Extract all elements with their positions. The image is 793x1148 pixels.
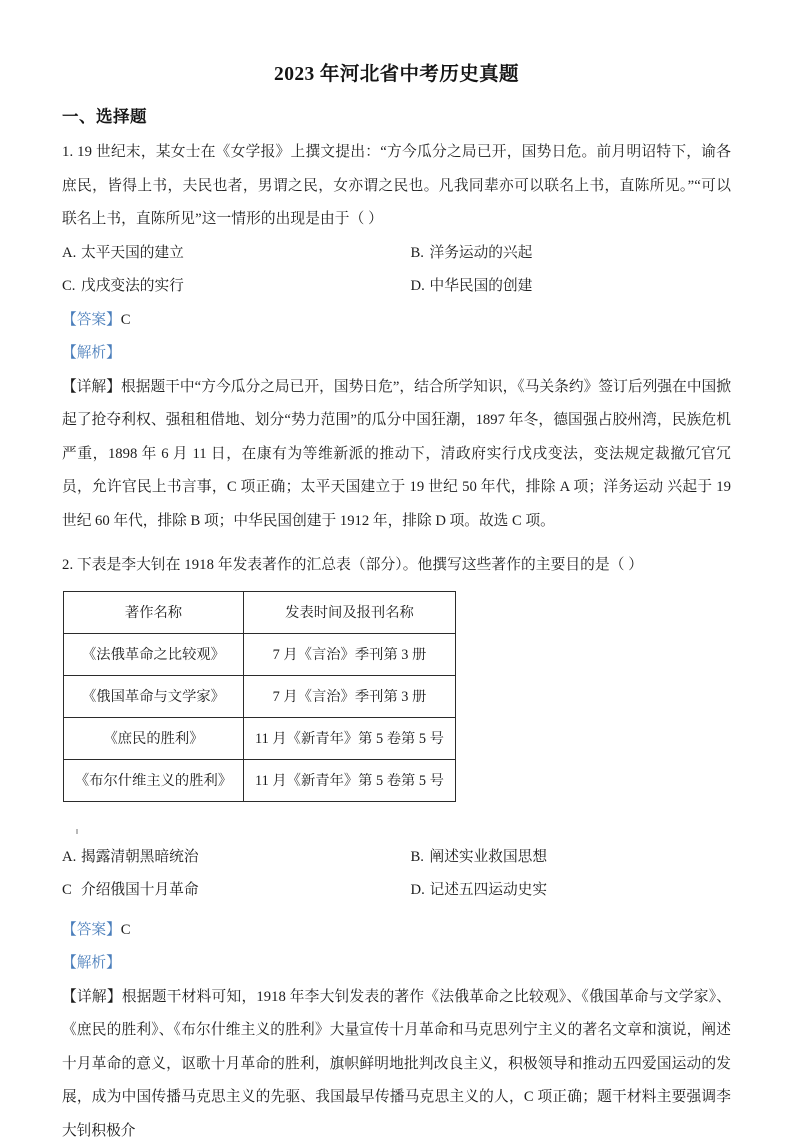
table-header-cell: 发表时间及报刊名称 xyxy=(244,591,456,633)
question-1-answer-line xyxy=(62,304,731,338)
table-row xyxy=(64,633,456,675)
question-2-option-b[interactable] xyxy=(397,841,732,875)
option-letter: D. xyxy=(410,882,425,899)
analysis-label: 【解析】 xyxy=(62,955,121,972)
section-heading: 一、选择题 xyxy=(62,107,147,127)
detail-label: 【详解】 xyxy=(62,988,122,1005)
table-cell-work-name: 《庶民的胜利》 xyxy=(64,717,244,759)
table-cell-publication: 7 月《言治》季刊第 3 册 xyxy=(244,633,456,675)
answer-label: 【答案】 xyxy=(62,921,121,938)
table-header-cell: 著作名称 xyxy=(64,591,244,633)
question-2 xyxy=(62,549,731,1148)
question-2-option-c[interactable] xyxy=(62,874,397,908)
table-row xyxy=(64,759,456,801)
option-text: 揭露清朝黑暗统治 xyxy=(81,848,199,865)
option-text: 太平天国的建立 xyxy=(81,244,184,261)
option-text: 中华民国的创建 xyxy=(429,278,533,295)
table-row xyxy=(64,717,456,759)
table-cell-work-name: 《布尔什维主义的胜利》 xyxy=(64,759,244,801)
option-letter: C. xyxy=(62,278,76,295)
question-2-analysis-line xyxy=(62,947,731,981)
option-letter: B. xyxy=(410,848,424,865)
option-letter: D. xyxy=(410,278,425,295)
answer-value: C xyxy=(120,311,131,328)
option-text: 戊戌变法的实行 xyxy=(81,278,184,295)
question-2-options xyxy=(62,841,731,908)
analysis-label: 【解析】 xyxy=(62,345,121,362)
table-cell-publication: 7 月《言治》季刊第 3 册 xyxy=(244,675,456,717)
question-2-stem: 2. 下表是李大钊在 1918 年发表著作的汇总表（部分）。他撰写这些著作的主要目的是（ ） xyxy=(62,557,644,574)
question-1-stem: 1. 19 世纪末，某女士在《女学报》上撰文提出：“方今瓜分之局已开，国势日危。前月明诏特下，谕各庶民，皆得上书，夫民也者，男谓之民，女亦谓之民也。凡我同辈亦可以联名上书，直陈所见。”“可以联名上书，直陈所见”这一情形的出现是由于（ ） xyxy=(62,144,731,228)
option-letter: C xyxy=(62,882,72,899)
question-2-table-wrap xyxy=(62,591,731,841)
detail-text: 根据题干中“方今瓜分之局已开，国势日危”，结合所学知识，《马关条约》签订后列强在中国掀起了抢夺利权、强租租借地、划分“势力范围”的瓜分中国狂潮，1897 年冬，德国强占胶州湾，民族危机严重，1898 年 6 月 11 日，在康有为等维新派的推动下，清政府实行戊戌变法，变法规定裁撤冗官冗员，允许官民上书言事，C 项正确；太平天国建立于 19 世纪 50 年代，排除 A 项；洋务运动 兴起于 19 世纪 60 年代，排除 B 项；中华民国创建于 1912 年，排除 D 项。故选 C 项。 xyxy=(62,378,731,529)
option-text: 洋务运动的兴起 xyxy=(429,244,533,261)
page-title: 2023 年河北省中考历史真题 xyxy=(274,64,519,85)
table-cell-publication: 11 月《新青年》第 5 卷第 5 号 xyxy=(244,759,456,801)
option-text: 介绍俄国十月革命 xyxy=(81,882,199,899)
option-letter: A. xyxy=(62,244,77,261)
option-text: 记述五四运动史实 xyxy=(429,882,548,899)
detail-text: 根据题干材料可知，1918 年李大钊发表的著作《法俄革命之比较观》、《俄国革命与文学家》、《庶民的胜利》、《布尔什维主义的胜利》大量宣传十月革命和马克思列宁主义的著名文章和演说，阐述十月革命的意义，讴歌十月革命的胜利，旗帜鲜明地批判改良主义，积极领导和推动五四爱国运动的发展，成为中国传播马克思主义的先驱、我国最早传播马克思主义的人，C 项正确；题干材料主要强调李大钊积极介 xyxy=(62,988,731,1139)
question-2-detail xyxy=(62,981,731,1148)
question-2-answer-line xyxy=(62,914,731,948)
question-1-analysis-line xyxy=(62,337,731,371)
question-1 xyxy=(62,136,731,538)
question-1-options xyxy=(62,237,731,304)
table-row xyxy=(64,675,456,717)
stray-ink-mark xyxy=(76,829,78,834)
table-header-row xyxy=(64,591,456,633)
detail-label: 【详解】 xyxy=(62,378,121,395)
question-1-option-b[interactable] xyxy=(397,237,732,271)
question-1-detail xyxy=(62,371,731,539)
table-cell-work-name: 《俄国革命与文学家》 xyxy=(64,675,244,717)
table-cell-publication: 11 月《新青年》第 5 卷第 5 号 xyxy=(244,717,456,759)
question-1-option-c[interactable] xyxy=(62,270,397,304)
question-2-option-a[interactable] xyxy=(62,841,397,875)
option-letter: A. xyxy=(62,848,77,865)
answer-label: 【答案】 xyxy=(62,311,121,328)
question-2-option-d[interactable] xyxy=(397,874,732,908)
table-cell-work-name: 《法俄革命之比较观》 xyxy=(64,633,244,675)
option-text: 阐述实业救国思想 xyxy=(429,848,548,865)
question-1-option-a[interactable] xyxy=(62,237,397,271)
question-1-option-d[interactable] xyxy=(397,270,732,304)
answer-value: C xyxy=(120,921,131,938)
works-table xyxy=(63,591,456,802)
option-letter: B. xyxy=(410,244,424,261)
